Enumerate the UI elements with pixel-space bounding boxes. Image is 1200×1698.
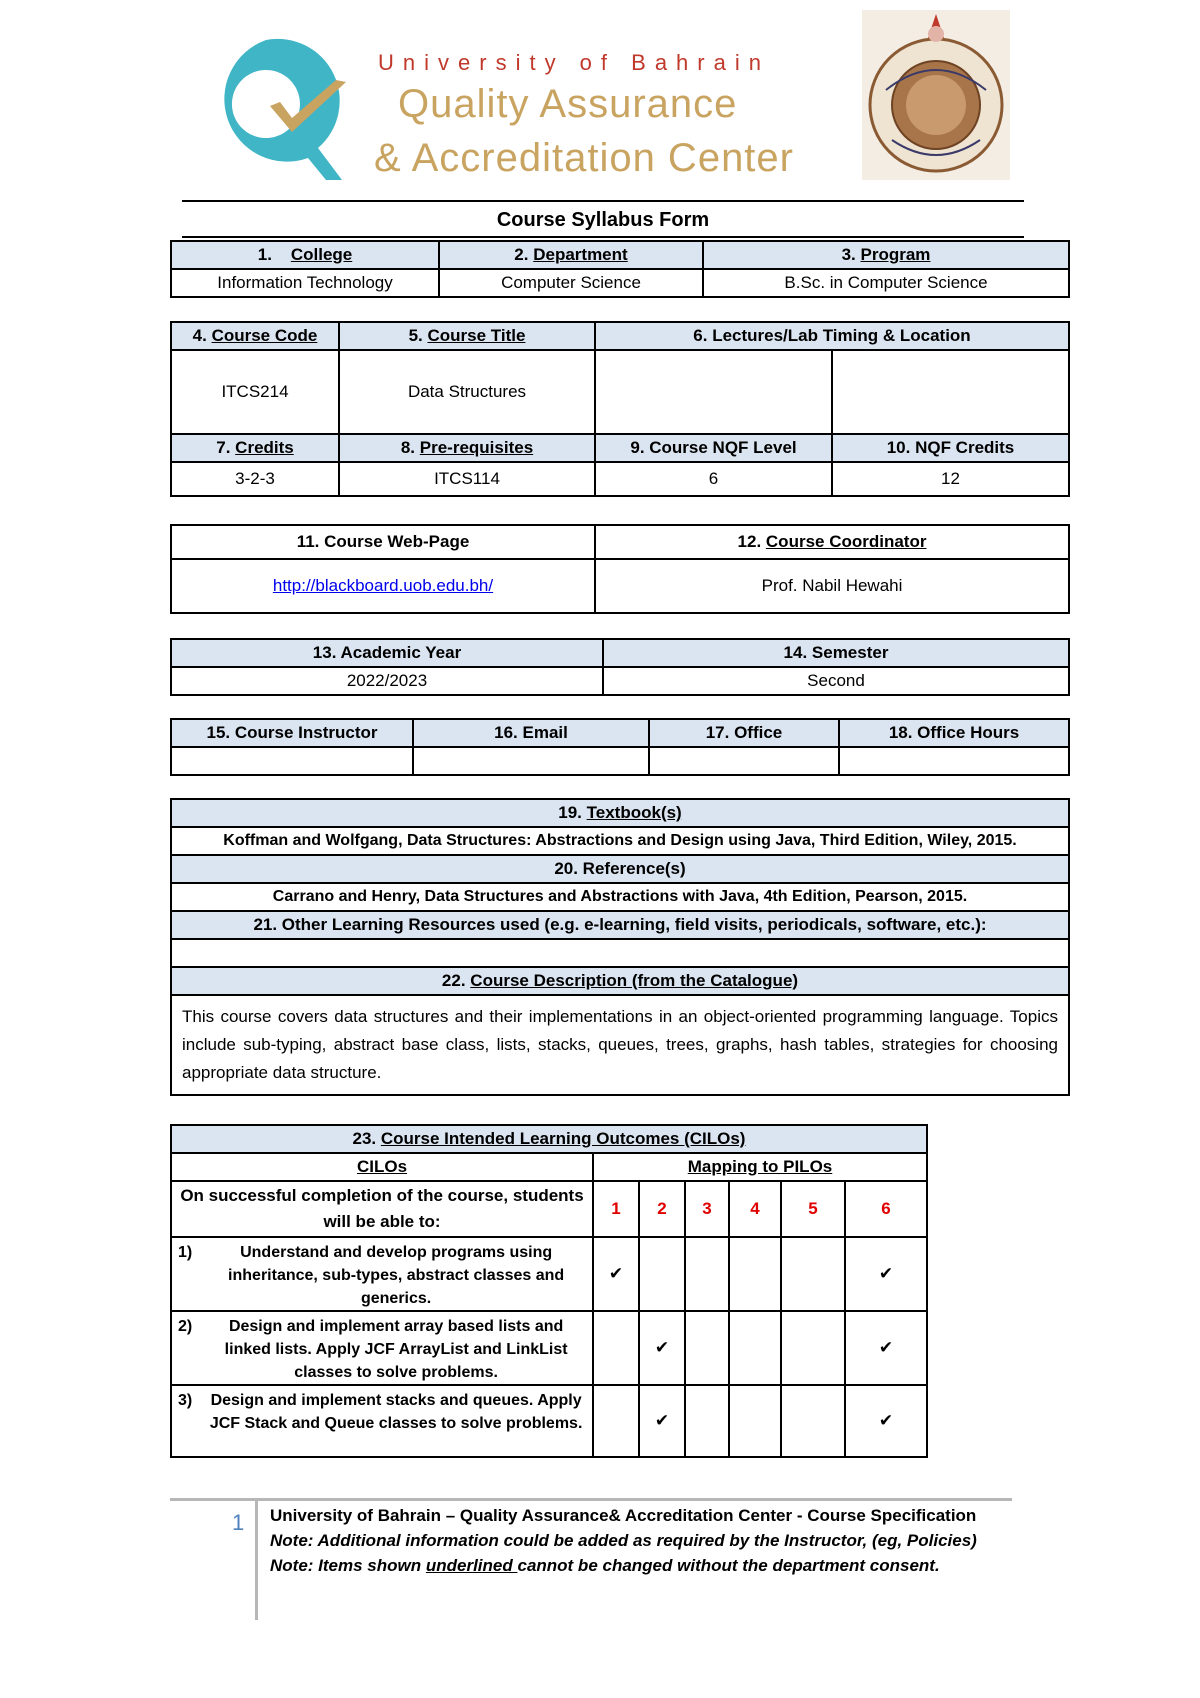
mapping-cell-pilo-5 [781,1385,845,1457]
cilo-row [171,1237,927,1311]
webpage-table [170,524,1070,614]
cilos-header: CILOs [171,1153,593,1181]
college-table [170,240,1070,298]
nqf-level-value: 6 [595,462,832,496]
office-header: 17. Office [649,719,839,747]
pilo-4: 4 [729,1181,781,1237]
textbook-header: 19. Textbook(s) [171,799,1069,827]
mapping-cell-pilo-4 [729,1311,781,1385]
mapping-cell-pilo-1 [593,1237,639,1311]
webpage-link[interactable]: http://blackboard.uob.edu.bh/ [272,576,494,595]
university-seal [862,10,1010,180]
mapping-cell-pilo-6 [845,1237,927,1311]
footer-line-3: Note: Items shown underlined cannot be changed without the department consent. [270,1556,940,1575]
semester-value: Second [603,667,1069,695]
timing-cell-1 [595,350,832,434]
footer-line-1: University of Bahrain – Quality Assurance& Accreditation Center - Course Specification [270,1506,977,1525]
office-hours-header: 18. Office Hours [839,719,1069,747]
other-resources-header: 21. Other Learning Resources used (e.g. e-learning, field visits, periodicals, software, etc.): [171,911,1069,939]
mapping-cell-pilo-3 [685,1237,729,1311]
mapping-cell-pilo-3 [685,1385,729,1457]
mapping-cell-pilo-2 [639,1385,685,1457]
mapping-cell-pilo-6 [845,1385,927,1457]
nqf-credits-value: 12 [832,462,1069,496]
course-title-header: 5. Course Title [339,322,595,350]
mapping-cell-pilo-1 [593,1311,639,1385]
university-heading: University of Bahrain [378,50,770,75]
mapping-cell-pilo-4 [729,1385,781,1457]
college-value: Information Technology [171,269,439,297]
title-rule [182,236,1024,238]
page-number: 1 [232,1510,245,1535]
cilo-number: 1) [178,1244,193,1261]
cilo-description: Understand and develop programs using inheritance, sub-types, abstract classes and generics. [228,1244,565,1307]
qa-logo [196,30,346,180]
check-icon: ✔ [878,1264,894,1283]
coordinator-value: Prof. Nabil Hewahi [595,559,1069,613]
credits-value: 3-2-3 [171,462,339,496]
check-icon: ✔ [654,1338,670,1357]
instructor-header: 15. Course Instructor [171,719,413,747]
description-value: This course covers data structures and their implementations in an object-oriented programming language. Topics include sub-typing, abstract base class, lists, stacks, queues, trees, graphs, hash tables, strategies for choosing appropriate data structure. [171,995,1069,1095]
course-details-table [170,321,1070,497]
q-check-logo-icon [196,30,346,180]
nqf-credits-header: 10. NQF Credits [832,434,1069,462]
cilo-number: 3) [178,1392,193,1409]
pilo-3: 3 [685,1181,729,1237]
pilo-5: 5 [781,1181,845,1237]
cilo-row [171,1311,927,1385]
course-code-header: 4. Course Code [171,322,339,350]
timing-header: 6. Lectures/Lab Timing & Location [595,322,1069,350]
academic-year-header: 13. Academic Year [171,639,603,667]
footer-line-2: Note: Additional information could be added as required by the Instructor, (eg, Policies) [270,1531,977,1550]
coordinator-header: 12. Course Coordinator [595,525,1069,559]
resources-table [170,798,1070,1096]
course-title-value: Data Structures [339,350,595,434]
academic-year-table [170,638,1070,696]
semester-header: 14. Semester [603,639,1069,667]
program-value: B.Sc. in Computer Science [703,269,1069,297]
footer-rule [170,1498,1012,1501]
footer-text [270,1503,990,1578]
course-code-value: ITCS214 [171,350,339,434]
center-name-line1: Quality Assurance [398,82,738,126]
cilo-table [170,1124,928,1458]
cilo-text [171,1385,593,1457]
nqf-level-header: 9. Course NQF Level [595,434,832,462]
department-header: 2. Department [439,241,703,269]
instructor-value [171,747,413,775]
webpage-cell [171,559,595,613]
cilo-number: 2) [178,1318,193,1335]
email-value [413,747,649,775]
email-header: 16. Email [413,719,649,747]
instructor-table [170,718,1070,776]
prereq-header: 8. Pre-requisites [339,434,595,462]
mapping-cell-pilo-2 [639,1311,685,1385]
pilo-6: 6 [845,1181,927,1237]
cilo-intro: On successful completion of the course, students will be able to: [171,1181,593,1237]
prereq-value: ITCS114 [339,462,595,496]
cilo-row [171,1385,927,1457]
college-header: 1. College [171,241,439,269]
textbook-value: Koffman and Wolfgang, Data Structures: Abstractions and Design using Java, Third Edition, Wiley, 2015. [171,827,1069,855]
mapping-cell-pilo-2 [639,1237,685,1311]
check-icon: ✔ [878,1411,894,1430]
office-value [649,747,839,775]
check-icon: ✔ [608,1264,624,1283]
timing-cell-2 [832,350,1069,434]
cilo-description: Design and implement stacks and queues. Apply JCF Stack and Queue classes to solve problems. [209,1392,583,1432]
mapping-cell-pilo-1 [593,1385,639,1457]
cilo-text [171,1311,593,1385]
mapping-header: Mapping to PILOs [593,1153,927,1181]
reference-value: Carrano and Henry, Data Structures and Abstractions with Java, 4th Edition, Pearson, 2015. [171,883,1069,911]
reference-header: 20. Reference(s) [171,855,1069,883]
pilo-2: 2 [639,1181,685,1237]
webpage-header: 11. Course Web-Page [171,525,595,559]
cilo-title: 23. Course Intended Learning Outcomes (CILOs) [171,1125,927,1153]
office-hours-value [839,747,1069,775]
footer-vertical-rule [255,1500,258,1620]
program-header: 3. Program [703,241,1069,269]
academic-year-value: 2022/2023 [171,667,603,695]
mapping-cell-pilo-5 [781,1237,845,1311]
cilo-description: Design and implement array based lists and linked lists. Apply JCF ArrayList and LinkList classes to solve problems. [224,1318,568,1381]
center-name-line2: & Accreditation Center [374,136,794,180]
check-icon: ✔ [654,1411,670,1430]
cilo-text [171,1237,593,1311]
other-resources-value [171,939,1069,967]
mapping-cell-pilo-4 [729,1237,781,1311]
description-header: 22. Course Description (from the Catalogue) [171,967,1069,995]
header-rule [182,200,1024,202]
mapping-cell-pilo-6 [845,1311,927,1385]
department-value: Computer Science [439,269,703,297]
check-icon: ✔ [878,1338,894,1357]
pilo-1: 1 [593,1181,639,1237]
university-seal-icon [862,10,1010,180]
mapping-cell-pilo-5 [781,1311,845,1385]
form-title: Course Syllabus Form [496,209,710,231]
credits-header: 7. Credits [171,434,339,462]
mapping-cell-pilo-3 [685,1311,729,1385]
